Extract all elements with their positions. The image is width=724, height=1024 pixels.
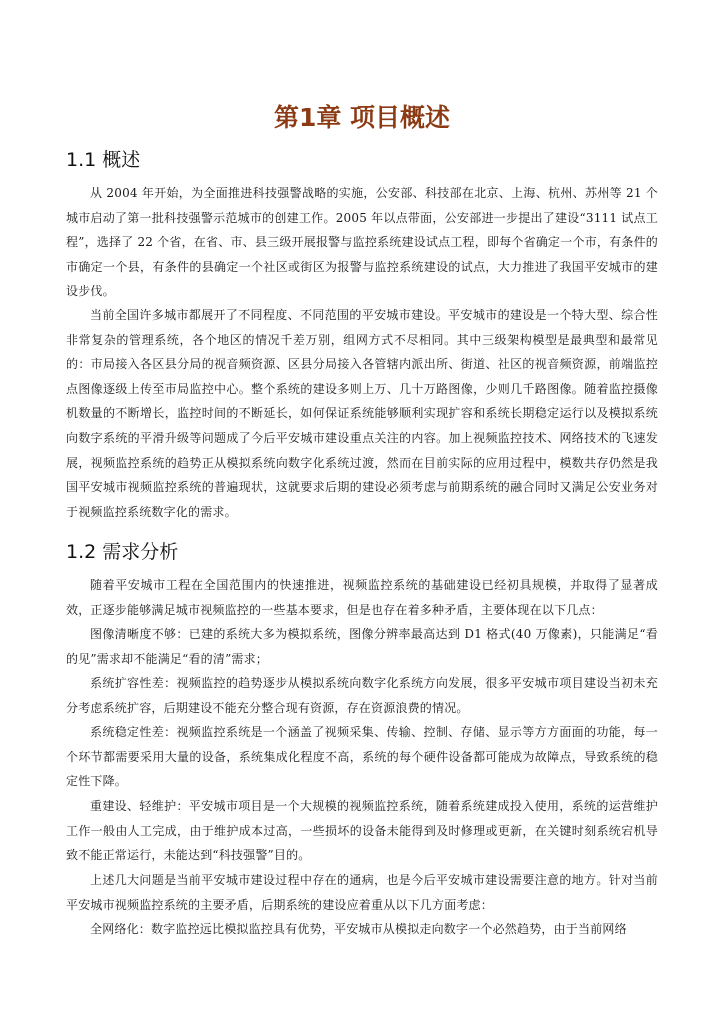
paragraph: 重建设、轻维护：平安城市项目是一个大规模的视频监控系统，随着系统建成投入使用，系统的运营维护工作一般由人工完成，由于维护成本过高，一些损坏的设备未能得到及时修理或更新，在关键时刻系统宕机导致不能正常运行，未能达到“科技强警”目的。 (66, 799, 658, 863)
paragraph: 上述几大问题是当前平安城市建设过程中存在的通病，也是今后平安城市建设需要注意的地方。针对当前平安城市视频监控系统的主要矛盾，后期系统的建设应着重从以下几方面考虑： (66, 873, 658, 912)
section-title-text: 概述 (102, 149, 141, 171)
section-number: 1.1 (66, 149, 97, 171)
section-title-text: 需求分析 (102, 541, 179, 563)
section-heading-requirements (66, 539, 178, 565)
paragraph: 当前全国许多城市都展开了不同程度、不同范围的平安城市建设。平安城市的建设是一个特大型、综合性非常复杂的管理系统，各个地区的情况千差万别，组网方式不尽相同。其中三级架构模型是最典型和最常见的：市局接入各区县分局的视音频资源、区县分局接入各管辖内派出所、街道、社区的视音频资源，前端监控点图像逐级上传至市局监控中心。整个系统的建设多则上万、几十万路图像，少则几千路图像。随着监控摄像机数量的不断增长，监控时间的不断延长，如何保证系统能够顺利实现扩容和系统长期稳定运行以及模拟系统向数字系统的平滑升级等问题成了今后平安城市建设重点关注的内容。加上视频监控技术、网络技术的飞速发展，视频监控系统的趋势正从模拟系统向数字化系统过渡，然而在目前实际的应用过程中，模数共存仍然是我国平安城市视频监控系统的普遍现状，这就要求后期的建设必须考虑与前期系统的融合同时又满足公安业务对于视频监控系统数字化的需求。 (66, 308, 658, 519)
section-number: 1.2 (66, 541, 97, 563)
section-heading-overview (66, 147, 140, 173)
paragraph: 系统扩容性差：视频监控的趋势逐步从模拟系统向数字化系统方向发展，很多平安城市项目建设当初未充分考虑系统扩容，后期建设不能充分整合现有资源，存在资源浪费的情况。 (66, 676, 658, 715)
paragraph: 随着平安城市工程在全国范围内的快速推进，视频监控系统的基础建设已经初具规模，并取得了显著成效，正逐步能够满足城市视频监控的一些基本要求，但是也存在着多种矛盾，主要体现在以下几点： (66, 578, 658, 617)
paragraph: 全网络化：数字监控远比模拟监控具有优势，平安城市从模拟走向数字一个必然趋势，由于当前网络 (90, 922, 627, 936)
chapter-title: 第1章 项目概述 (273, 103, 451, 132)
paragraph: 图像清晰度不够：已建的系统大多为模拟系统，图像分辨率最高达到 D1 格式(40 万像素)，只能满足“看的见”需求却不能满足“看的清”需求； (66, 627, 658, 666)
paragraph: 系统稳定性差：视频监控系统是一个涵盖了视频采集、传输、控制、存储、显示等方方面面的功能，每一个环节都需要采用大量的设备，系统集成化程度不高，系统的每个硬件设备都可能成为故障点，导致系统的稳定性下降。 (66, 725, 658, 789)
paragraph: 从 2004 年开始，为全面推进科技强警战略的实施，公安部、科技部在北京、上海、杭州、苏州等 21 个城市启动了第一批科技强警示范城市的创建工作。2005 年以点带面，公安部进一步提出了建设“3111 试点工程”，选择了 22 个省，在省、市、县三级开展报警与监控系统建设试点工程，即每个省确定一个市，有条件的市确定一个县，有条件的县确定一个社区或街区为报警与监控系统建设的试点，大力推进了我国平安城市的建设步伐。 (66, 186, 658, 299)
